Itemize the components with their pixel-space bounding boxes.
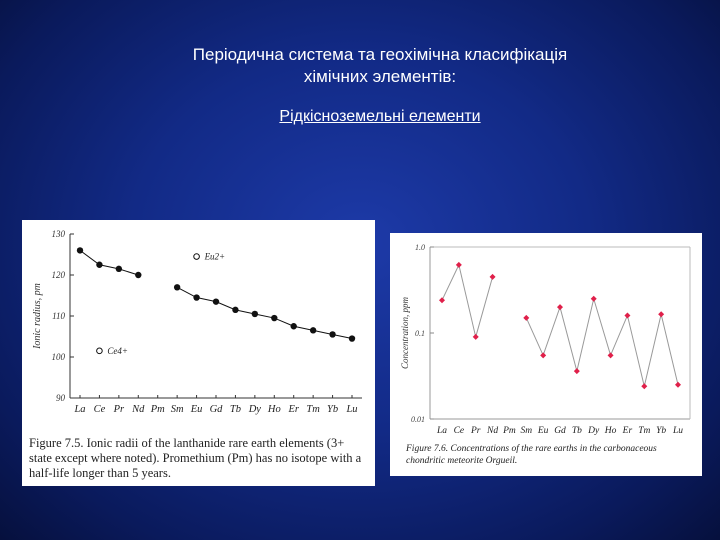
series-line	[80, 250, 138, 275]
x-tick-label: Pm	[150, 404, 165, 415]
data-point	[591, 296, 597, 302]
data-point	[329, 331, 335, 337]
data-point	[271, 315, 277, 321]
data-point	[557, 304, 563, 310]
slide-subtitle: Рідкісноземельні елементи	[279, 108, 481, 125]
concentrations-chart	[390, 233, 702, 443]
figure-ionic-radii-panel	[22, 220, 375, 486]
x-tick-label: Dy	[588, 426, 600, 436]
x-tick-label: La	[436, 426, 448, 436]
data-point	[96, 262, 102, 268]
data-point	[574, 368, 580, 374]
data-point	[658, 311, 664, 317]
x-tick-label: Pr	[470, 426, 481, 436]
data-point	[608, 352, 614, 358]
figure-concentrations-caption: Figure 7.6. Concentrations of the rare earths in the carbonaceous chondritic meteorite Orgueil.	[406, 444, 657, 466]
x-tick-label: Tb	[571, 426, 582, 436]
y-tick-label: 120	[51, 270, 65, 280]
x-tick-label: Ce	[93, 404, 106, 415]
x-tick-label: Ce	[453, 426, 465, 436]
slide-title	[0, 44, 720, 88]
annotation-label: Ce4+	[107, 345, 129, 356]
annotation-label: Eu2+	[204, 251, 226, 262]
data-point	[252, 311, 258, 317]
x-tick-label: Dy	[248, 404, 261, 415]
x-tick-label: Ho	[267, 404, 281, 415]
annotation-marker	[194, 254, 200, 260]
y-tick-label: 130	[51, 229, 65, 239]
figure-ionic-radii-caption: Figure 7.5. Ionic radii of the lanthanide rare earth elements (3+ state except where noted). Promethium (Pm) has no isotope with a half-life longer than 5 years.	[29, 436, 362, 480]
slide-title-line1: Періодична система та геохімічна класифікація	[192, 45, 568, 64]
x-tick-label: Nd	[487, 426, 499, 436]
x-tick-label: Eu	[190, 404, 203, 415]
data-point	[540, 352, 546, 358]
ionic-radii-chart	[22, 220, 375, 434]
x-tick-label: Lu	[672, 426, 684, 436]
data-point	[232, 307, 238, 313]
series-line	[526, 299, 678, 387]
series-line	[442, 265, 493, 337]
y-axis-label: Ionic radius, pm	[32, 283, 43, 349]
series-line	[177, 287, 352, 338]
y-tick-label: 0.01	[411, 415, 425, 424]
y-tick-label: 0.1	[415, 329, 425, 338]
data-point	[135, 272, 141, 278]
data-point	[624, 312, 630, 318]
data-point	[439, 297, 445, 303]
slide-title-line2: хімічних элементів:	[303, 67, 457, 86]
x-tick-label: Pr	[113, 404, 125, 415]
annotation-marker	[97, 348, 103, 354]
y-tick-label: 100	[51, 352, 65, 362]
data-point	[490, 274, 496, 280]
data-point	[675, 382, 681, 388]
x-tick-label: Gd	[209, 404, 223, 415]
x-tick-label: Er	[622, 426, 633, 436]
data-point	[456, 262, 462, 268]
data-point	[193, 294, 199, 300]
x-tick-label: Sm	[170, 404, 184, 415]
data-point	[174, 284, 180, 290]
data-point	[349, 335, 355, 341]
data-point	[523, 315, 529, 321]
data-point	[77, 247, 83, 253]
x-tick-label: Er	[288, 404, 299, 415]
data-point	[291, 323, 297, 329]
y-axis-label: Concentration, ppm	[400, 297, 410, 369]
data-point	[641, 383, 647, 389]
x-tick-label: Gd	[554, 426, 566, 436]
data-point	[116, 266, 122, 272]
x-tick-label: Lu	[346, 404, 358, 415]
data-point	[310, 327, 316, 333]
y-tick-label: 1.0	[415, 243, 425, 252]
x-tick-label: Yb	[327, 404, 339, 415]
x-tick-label: Pm	[503, 426, 516, 436]
x-tick-label: Yb	[656, 426, 667, 436]
y-tick-label: 90	[56, 393, 65, 403]
x-tick-label: Sm	[520, 426, 533, 436]
x-tick-label: Tm	[306, 404, 320, 415]
data-point	[473, 334, 479, 340]
x-tick-label: Eu	[537, 426, 549, 436]
x-tick-label: La	[74, 404, 86, 415]
x-tick-label: Nd	[132, 404, 145, 415]
y-tick-label: 110	[52, 311, 65, 321]
x-tick-label: Ho	[604, 426, 617, 436]
figure-concentrations-panel	[390, 233, 702, 476]
x-tick-label: Tb	[229, 404, 241, 415]
x-tick-label: Tm	[638, 426, 651, 436]
data-point	[213, 298, 219, 304]
